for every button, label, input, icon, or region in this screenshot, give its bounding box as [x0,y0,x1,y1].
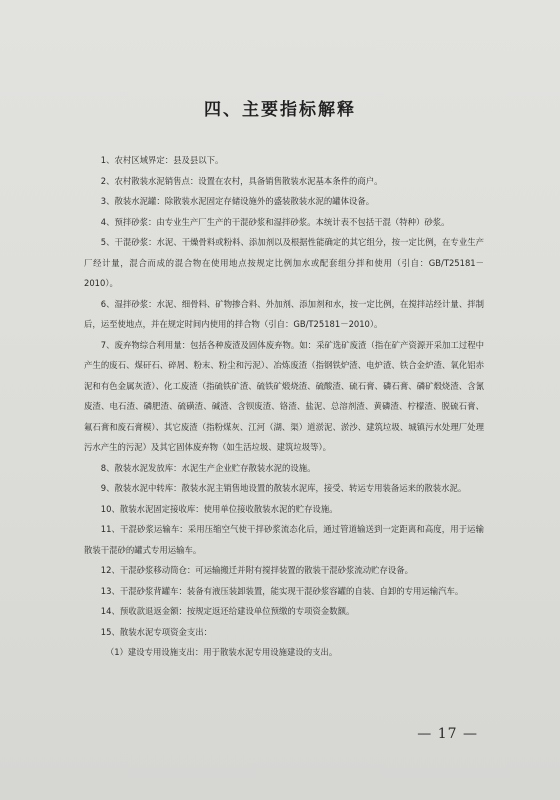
definition-item: 2、农村散装水泥销售点：设置在农村，具备销售散装水泥基本条件的商户。 [100,175,383,186]
definition-item: 5、干混砂浆：水泥、干燥骨料或粉料、添加剂以及根据性能确定的其它组分，按一定比例，在专业生产厂经计量，混合而成的混合物在使用地点按规定比例加水或配套组分拌和使用（引自：GB/T25181－2010）。 [84,237,484,288]
definition-item: 11、干混砂浆运输车：采用压缩空气使干拌砂浆流态化后，通过管道输送到一定距离和高度，用于运输散装干混砂的罐式专用运输车。 [84,524,484,555]
definition-item: 6、湿拌砂浆：水泥、细骨料、矿物掺合料、外加剂、添加剂和水，按一定比例，在搅拌站经计量、拌制后，运至使地点，并在规定时间内使用的拌合物（引自：GB/T25181－2010）。 [84,298,484,329]
definition-item: 7、废弃物综合利用量：包括各种废渣及固体废弃物。如：采矿选矿废渣（指在矿产资源开采加工过程中产生的废石、煤矸石、碎屑、粉末、粉尘和污泥）、冶炼废渣（指钢铁炉渣、电炉渣、铁合金炉渣、氧化铝赤泥和有色金属灰渣）、化工废渣（指硫铁矿渣、硫铁矿煅烧渣、硫酸渣、硫石膏、磷石膏、磷矿煅烧渣、含氰废渣、电石渣、磷肥渣、硫磺渣、碱渣、含钡废渣、铬渣、盐泥、总溶剂渣、黄磷渣、柠檬渣、脱硫石膏、氟石膏和废石膏模）、其它废渣（指粉煤灰、江河（湖、渠）道淤泥、淤沙、建筑垃圾、城镇污水处理厂处理污水产生的污泥）及其它固体废弃物（如生活垃圾、建筑垃圾等）。 [84,339,484,452]
definition-item: 10、散装水泥固定接收库：使用单位接收散装水泥的贮存设施。 [100,503,338,514]
definitions-list [84,150,484,663]
definition-item: 12、干混砂浆移动筒仓：可运输搬迁并附有搅拌装置的散装干混砂浆流动贮存设备。 [100,565,413,575]
definition-item: 8、散装水泥发放库：水泥生产企业贮存散装水泥的设施。 [100,462,316,473]
definition-item: 1、农村区域界定：县及县以下。 [100,155,224,165]
section-title: 四、主要指标解释 [204,100,356,120]
definition-item: 13、干混砂浆背罐车：装备有液压装卸装置，能实现干混砂浆容罐的自装、自卸的专用运输汽车。 [100,585,464,596]
definition-item: 15、散装水泥专项资金支出： [100,626,212,637]
definition-item: 3、散装水泥罐：除散装水泥固定存储设施外的盛装散装水泥的罐体设备。 [100,196,375,206]
definition-item: 9、散装水泥中转库：散装水泥主销售地设置的散装水泥库，接受、转运专用装备运来的散装水泥。 [100,483,467,493]
page-number: — 17 — [417,726,478,742]
definition-item: 4、预拌砂浆：由专业生产厂生产的干混砂浆和湿拌砂浆。本统计表不包括干混（特种）砂浆。 [100,216,450,227]
definition-item: 14、预收款退返金额：按规定返还给建设单位预缴的专项资金数额。 [100,606,355,616]
definition-subitem: （1）建设专用设施支出：用于散装水泥专用设施建设的支出。 [105,647,338,657]
